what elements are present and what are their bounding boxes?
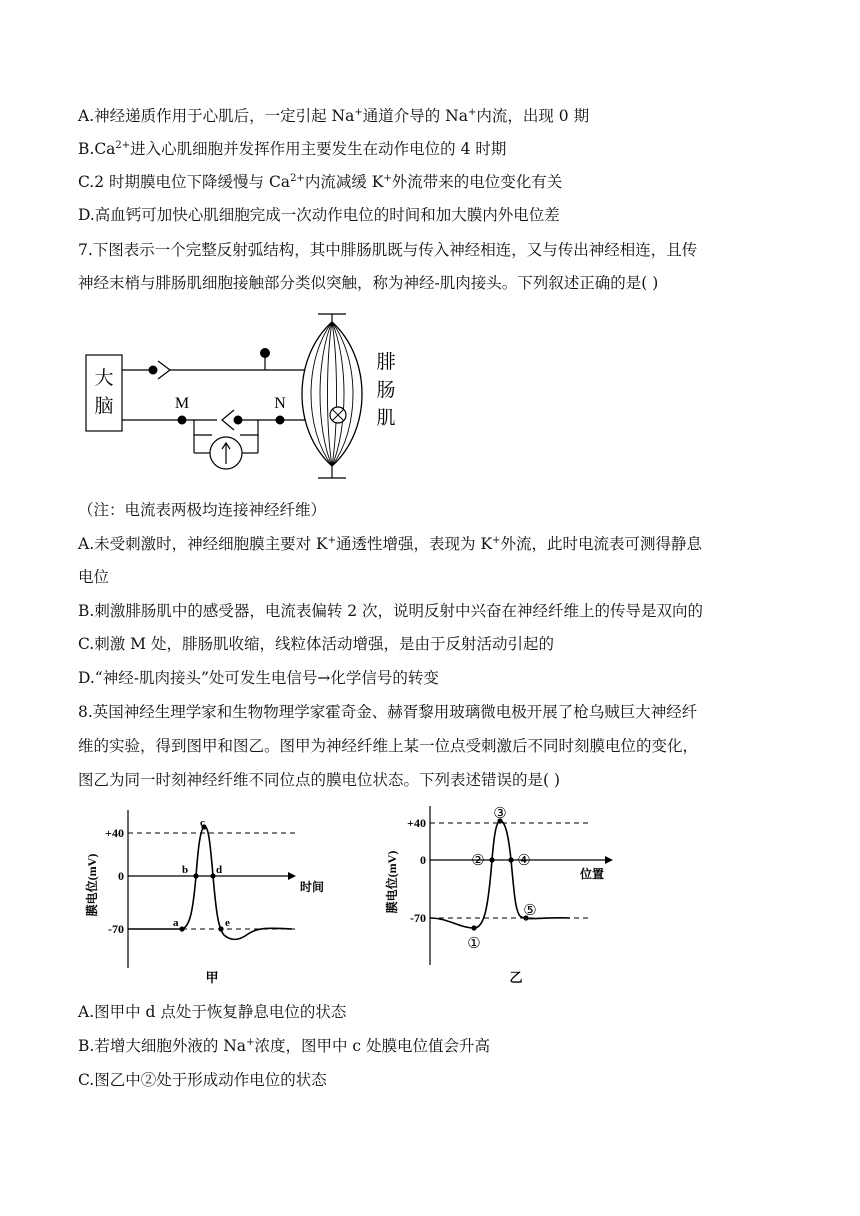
chart-jia: [80, 800, 340, 990]
muscle-label-2: 肠: [376, 380, 396, 401]
synapse-bracket-upper: [158, 361, 170, 379]
q6-option-a: A.神经递质作用于心肌后，一定引起 Na+通道介导的 Na+内流，出现 0 期: [78, 106, 590, 125]
brain-box: [86, 355, 122, 431]
chart-jia-x-arrow-icon: [288, 872, 296, 880]
chart-jia-xlabel: 时间: [300, 880, 325, 894]
muscle-label-1: 腓: [376, 352, 396, 373]
chart-yi-ytick-minus70: -70: [410, 911, 426, 925]
q8-stem-line2: 维的实验，得到图甲和图乙。图甲为神经纤维上某一位点受刺激后不同时刻膜电位的变化，: [78, 737, 699, 755]
chart-jia-ytick-0: 0: [118, 869, 124, 883]
reflex-arc-figure: [80, 308, 410, 480]
chart-yi-ylabel: 膜电位(mV): [385, 850, 399, 914]
brain-label-1: 大: [94, 368, 114, 389]
point-m-dot: [178, 416, 187, 425]
chart-jia-point-a: [179, 926, 184, 931]
chart-yi-point-1: [471, 925, 476, 930]
chart-jia-ylabel: 膜电位(mV): [85, 853, 99, 917]
q8-option-c: C.图乙中②处于形成动作电位的状态: [78, 1071, 327, 1089]
q7-figure-note: （注：电流表两极均连接神经纤维）: [78, 501, 327, 519]
q7-option-a-continued: 电位: [78, 568, 110, 586]
chart-jia-label-e: e: [225, 917, 230, 929]
q8-stem-line1: 8.英国神经生理学家和生物物理学家霍奇金、赫胥黎用玻璃微电极开展了枪乌贼巨大神经纤: [78, 703, 698, 721]
chart-yi-label-2: ②: [471, 853, 485, 869]
muscle-label-3: 肌: [376, 408, 396, 429]
chart-yi-label-3: ③: [493, 806, 507, 822]
q7-option-a: A.未受刺激时，神经细胞膜主要对 K+通透性增强，表现为 K+外流，此时电流表可测得静息: [78, 534, 702, 553]
chart-yi-point-2: [489, 857, 494, 862]
chart-yi-potential-curve: [430, 821, 570, 928]
chart-jia-ytick-minus70: -70: [108, 922, 124, 936]
chart-jia-point-d: [210, 873, 215, 878]
chart-yi-xlabel: 位置: [580, 867, 605, 881]
chart-yi: [380, 800, 640, 990]
chart-yi-caption: 乙: [509, 970, 523, 985]
chart-yi-ytick-plus40: +40: [407, 816, 426, 830]
point-n-dot: [276, 416, 285, 425]
chart-jia-caption: 甲: [205, 970, 219, 985]
point-m-label: M: [174, 395, 190, 412]
meter-lead-left: [194, 420, 212, 435]
meter-lead-right: [240, 420, 258, 435]
chart-yi-point-4: [508, 857, 513, 862]
chart-jia-ytick-plus40: +40: [105, 826, 124, 840]
chart-yi-label-1: ①: [467, 936, 481, 952]
q7-option-d: D.“神经-肌肉接头”处可发生电信号→化学信号的转变: [78, 669, 439, 687]
chart-jia-label-d: d: [216, 864, 223, 876]
q7-stem-line2: 神经末梢与腓肠肌细胞接触部分类似突触，称为神经-肌肉接头。下列叙述正确的是( ): [78, 274, 659, 292]
chart-jia-potential-curve: [128, 827, 292, 940]
chart-yi-label-5: ⑤: [523, 903, 537, 919]
q6-option-d: D.高血钙可加快心肌细胞完成一次动作电位的时间和加大膜内外电位差: [78, 206, 560, 224]
chart-yi-label-4: ④: [517, 853, 531, 869]
chart-jia-point-b: [193, 873, 198, 878]
q7-stem-line1: 7.下图表示一个完整反射弧结构，其中腓肠肌既与传入神经相连，又与传出神经相连，且传: [78, 241, 698, 259]
chart-yi-ytick-0: 0: [420, 853, 426, 867]
q8-option-b: B.若增大细胞外液的 Na+浓度，图甲中 c 处膜电位值会升高: [78, 1036, 490, 1055]
ganglion-cell-body: [260, 348, 270, 358]
point-n-label: N: [274, 395, 286, 412]
chart-jia-label-b: b: [182, 864, 189, 876]
chart-jia-label-a: a: [173, 917, 179, 929]
q7-option-c: C.刺激 M 处，腓肠肌收缩，线粒体活动增强，是由于反射活动引起的: [78, 635, 554, 653]
brain-label-2: 脑: [94, 396, 114, 417]
q6-option-b: $B.Ca^{2+}$进入心肌细胞并发挥作用主要发生在动作电位的 4 时期: [78, 139, 507, 158]
chart-jia-label-c: c: [200, 817, 205, 829]
q6-option-c: C.2 时期膜电位下降缓慢与 $Ca^{2+}$内流减缓 K+外流带来的电位变化有关: [78, 172, 563, 191]
chart-jia-point-e: [218, 926, 223, 931]
synapse-bracket-lower: [222, 410, 234, 430]
q7-option-b: B.刺激腓肠肌中的感受器，电流表偏转 2 次，说明反射中兴奋在神经纤维上的传导是双向的: [78, 602, 704, 620]
q8-stem-line3: 图乙为同一时刻神经纤维不同位点的膜电位状态。下列表述错误的是( ): [78, 771, 561, 789]
chart-yi-x-arrow-icon: [605, 856, 613, 864]
synapse-dot-upper: [149, 366, 158, 375]
q8-option-a: A.图甲中 d 点处于恢复静息电位的状态: [78, 1003, 347, 1021]
